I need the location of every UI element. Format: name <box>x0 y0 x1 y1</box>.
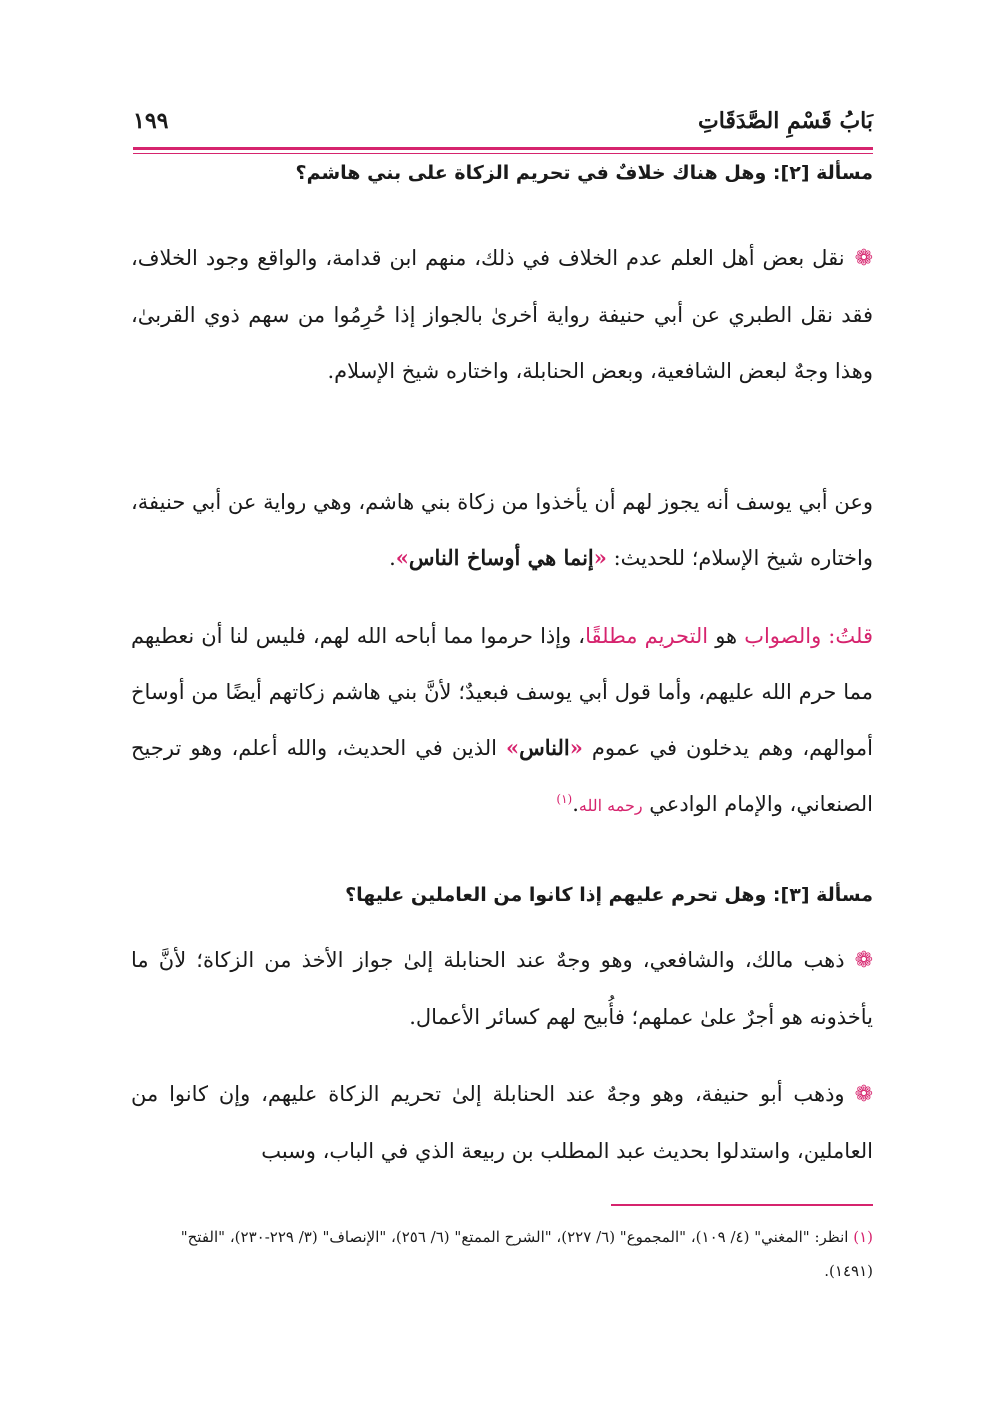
paragraph-end: . <box>572 792 579 816</box>
question-3-heading <box>131 880 873 910</box>
paragraph-text: نقل بعض أهل العلم عدم الخلاف في ذلك، منهم ابن قدامة، والواقع وجود الخلاف، فقد نقل الطبري عن أبي حنيفة رواية أخرىٰ بالجواز إذا حُرِمُوا من سهم ذوي القربىٰ، وهذا وجهٌ لبعض الشافعية، وبعض الحنابلة، واختاره شيخ الإسلام. <box>131 246 873 383</box>
header-rule-thin <box>133 153 873 154</box>
paragraph-text: وذهب أبو حنيفة، وهو وجهٌ عند الحنابلة إلىٰ تحريم الزكاة عليهم، وإن كانوا من العاملين، واستدلوا بحديث عبد المطلب بن ربيعة الذي في الباب، وسبب <box>131 1082 873 1163</box>
question-label: مسألة [٣]: <box>772 884 873 906</box>
honorific-glyph: رحمه الله <box>578 796 643 815</box>
page-header <box>133 108 873 148</box>
author-qultu: قلتُ: <box>828 624 873 648</box>
flower-bullet-icon: ❁ <box>854 1082 873 1107</box>
paragraph-end: . <box>389 546 396 570</box>
quote-mark-close: » <box>506 735 520 760</box>
footnote <box>131 1220 873 1288</box>
page-number: ١٩٩ <box>133 108 169 134</box>
paragraph-text: ، وإذا حرموا مما أباحه الله لهم، فليس لنا أن نعطيهم مما حرم الله عليهم، وأما قول أبي يوسف فبعيدٌ؛ لأنَّ بني هاشم زكاتهم أيضًا من أوساخ أموالهم، وهم يدخلون في عموم <box>131 624 873 760</box>
paragraph-3 <box>131 608 873 834</box>
paragraph-2 <box>131 474 873 586</box>
paragraph-1 <box>131 230 873 399</box>
question-2-heading <box>131 158 873 188</box>
header-rule <box>133 147 873 150</box>
highlight-sawab: والصواب <box>744 624 822 648</box>
footnote-number: (١) <box>853 1228 873 1246</box>
paragraph-5 <box>131 1066 873 1179</box>
quote-mark-close: » <box>395 545 409 570</box>
chapter-title: بَابُ قَسْمِ الصَّدَقَاتِ <box>697 108 873 134</box>
flower-bullet-icon: ❁ <box>854 948 873 973</box>
question-label: مسألة [٢]: <box>772 162 873 184</box>
highlight-tahrim: التحريم مطلقًا <box>585 624 709 648</box>
paragraph-text: هو <box>708 624 745 648</box>
paragraph-text: الذين في الحديث، والله أعلم، وهو ترجيح الصنعاني، والإمام الوادعي <box>131 736 873 816</box>
question-text: وهل تحرم عليهم إذا كانوا من العاملين عليها؟ <box>345 884 767 906</box>
hadith-quote: إنما هي أوساخ الناس <box>408 545 594 570</box>
paragraph-text: وعن أبي يوسف أنه يجوز لهم أن يأخذوا من زكاة بني هاشم، وهي رواية عن أبي حنيفة، واختاره شيخ الإسلام؛ للحديث: <box>131 490 873 570</box>
flower-bullet-icon: ❁ <box>854 246 873 271</box>
footnote-text: انظر: "المغني" (٤/ ١٠٩)، "المجموع" (٦/ ٢٢٧)، "الشرح الممتع" (٦/ ٢٥٦)، "الإنصاف" (٣/ ٢٢٩-٢٣٠)، "الفتح" (١٤٩١). <box>180 1228 873 1280</box>
paragraph-text: ذهب مالك، والشافعي، وهو وجهٌ عند الحنابلة إلىٰ جواز الأخذ من الزكاة؛ لأنَّ ما يأخذونه هو أجرٌ علىٰ عملهم؛ فأُبيح لهم كسائر الأعمال. <box>131 948 873 1029</box>
quoted-word: الناس <box>519 735 570 760</box>
quote-mark-open: « <box>593 545 607 570</box>
question-text: وهل هناك خلافٌ في تحريم الزكاة على بني هاشم؟ <box>295 162 767 184</box>
quote-mark-open: « <box>569 735 583 760</box>
footnote-ref: (١) <box>556 792 573 806</box>
paragraph-4 <box>131 932 873 1045</box>
footnote-rule <box>611 1204 873 1206</box>
